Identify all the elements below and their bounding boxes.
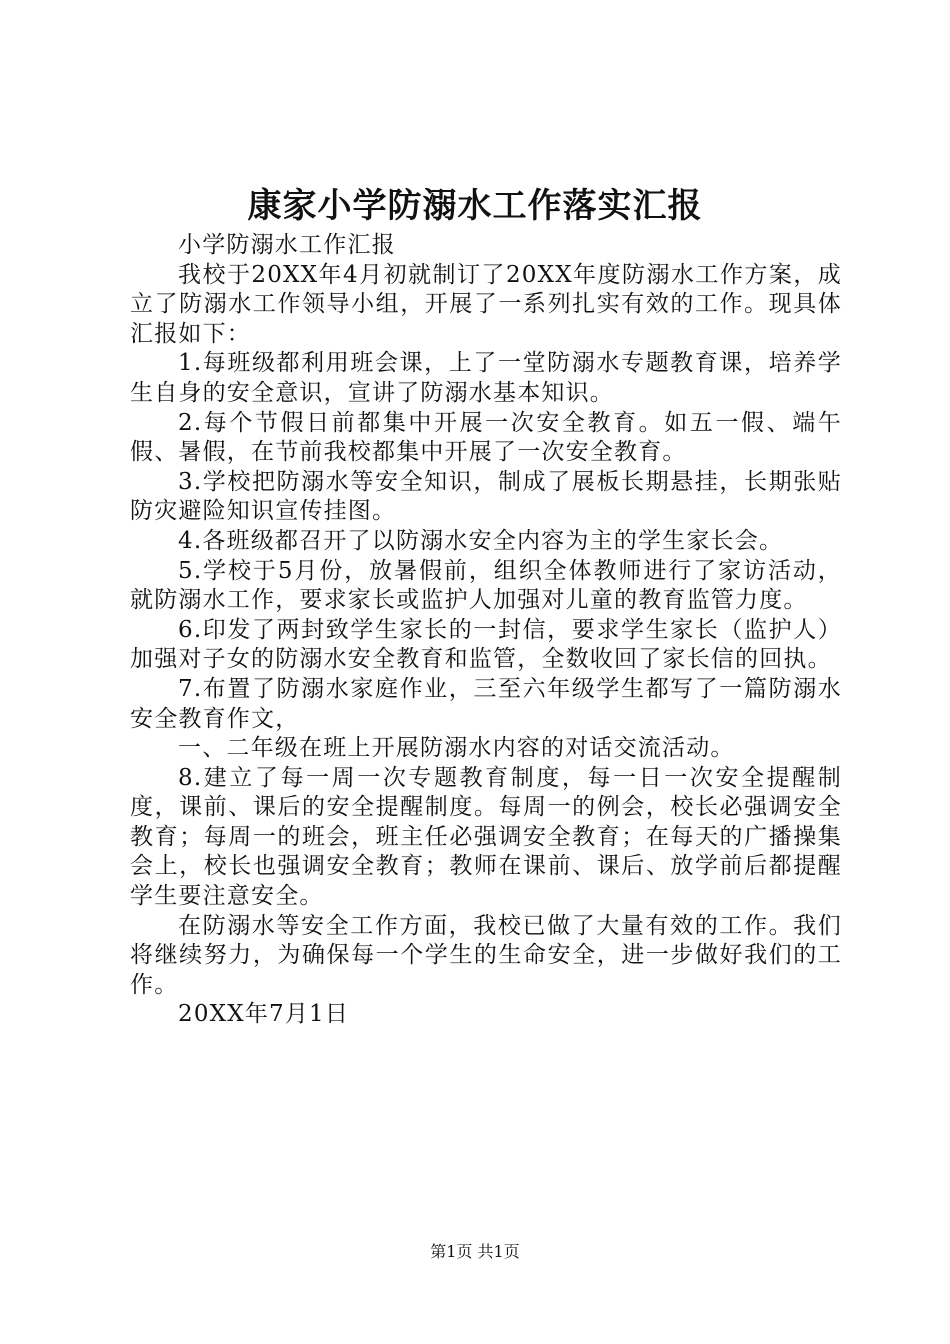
paragraph-conclusion: 在防溺水等安全工作方面，我校已做了大量有效的工作。我们将继续努力，为确保每一个学生的生命安全，进一步做好我们的工作。: [130, 912, 842, 998]
paragraph-item-3: 3.学校把防溺水等安全知识，制成了展板长期悬挂，长期张贴防灾避险知识宣传挂图。: [130, 468, 842, 525]
page-footer: 第1页 共1页: [430, 1242, 520, 1261]
paragraph-item-2: 2.每个节假日前都集中开展一次安全教育。如五一假、端午假、暑假，在节前我校都集中开展了一次安全教育。: [130, 409, 842, 466]
paragraph-subtitle: 小学防溺水工作汇报: [178, 232, 396, 258]
paragraph-item-7-continued: 一、二年级在班上开展防溺水内容的对话交流活动。: [178, 735, 735, 762]
paragraph-item-7: 7.布置了防溺水家庭作业，三至六年级学生都写了一篇防溺水安全教育作文，: [130, 675, 842, 732]
paragraph-item-4: 4.各班级都召开了以防溺水安全内容为主的学生家长会。: [178, 527, 784, 554]
paragraph-intro: 我校于20XX年4月初就制订了20XX年度防溺水工作方案，成立了防溺水工作领导小组，开展了一系列扎实有效的工作。现具体汇报如下：: [130, 261, 842, 347]
paragraph-item-8: 8.建立了每一周一次专题教育制度，每一日一次安全提醒制度，课前、课后的安全提醒制度。每周一的例会，校长必强调安全教育；每周一的班会，班主任必强调安全教育；在每天的广播操集会上，校长也强调安全教育；教师在课前、课后、放学前后都提醒学生要注意安全。: [130, 764, 842, 910]
document-body: [130, 231, 842, 1030]
paragraph-item-6: 6.印发了两封致学生家长的一封信，要求学生家长（监护人）加强对子女的防溺水安全教育和监管，全数收回了家长信的回执。: [130, 616, 842, 673]
paragraph-item-5: 5.学校于5月份，放暑假前，组织全体教师进行了家访活动，就防溺水工作，要求家长或监护人加强对儿童的教育监管力度。: [130, 557, 842, 614]
paragraph-item-1: 1.每班级都利用班会课，上了一堂防溺水专题教育课，培养学生自身的安全意识，宣讲了防溺水基本知识。: [130, 350, 842, 406]
paragraph-date: 20XX年7月1日: [178, 1001, 350, 1028]
document-title: 康家小学防溺水工作落实汇报: [247, 186, 703, 226]
